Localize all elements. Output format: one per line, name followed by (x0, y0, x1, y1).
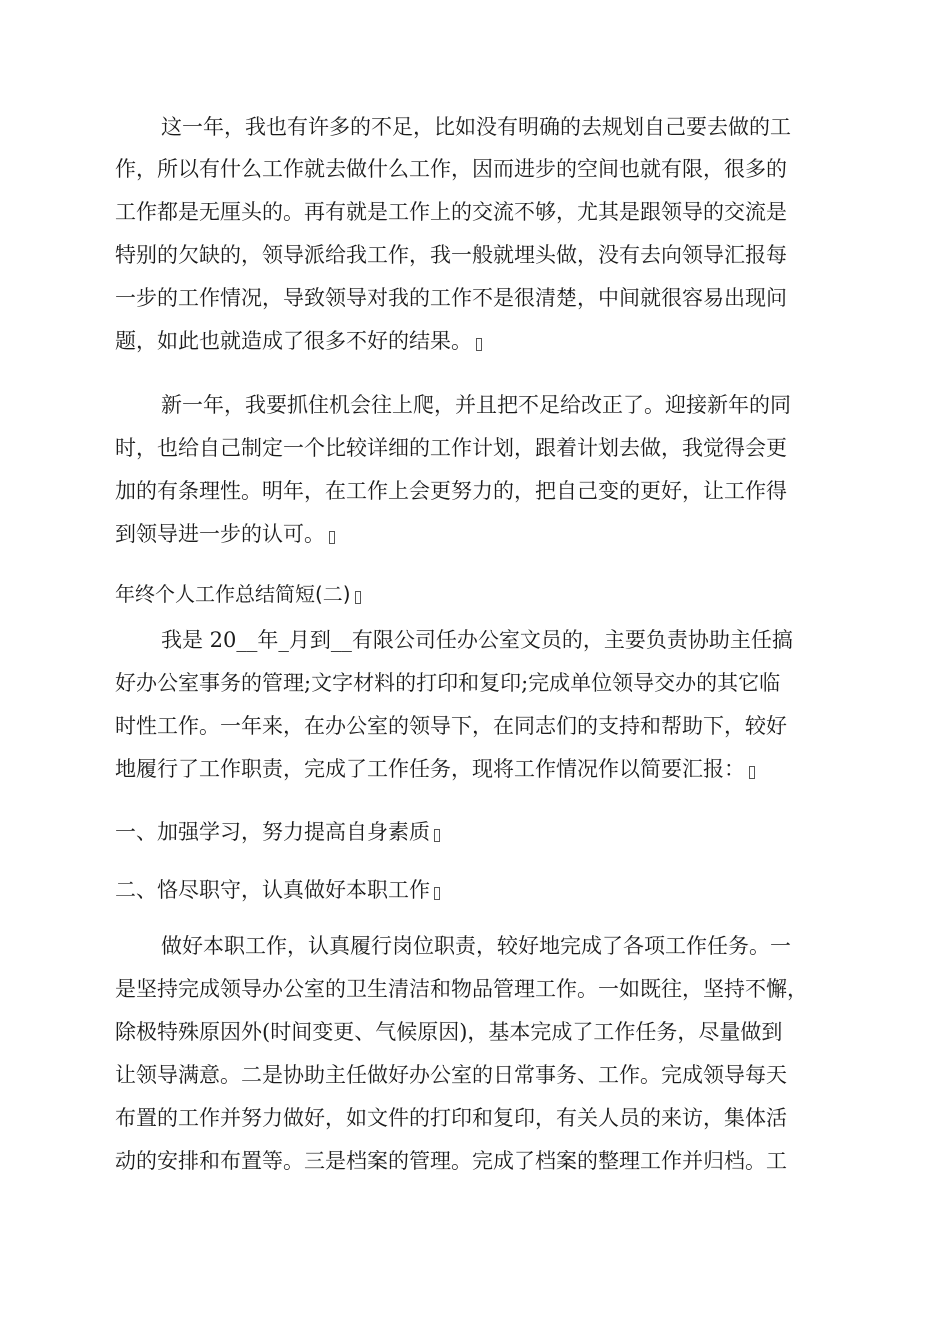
text-line (115, 759, 755, 780)
list-item-text: 一、加强学习，努力提高自身素质 (115, 820, 430, 844)
text-line: 时，也给自己制定一个比较详细的工作计划，跟着计划去做，我觉得会更 (115, 436, 787, 460)
text-line: 让领导满意。二是协助主任做好办公室的日常事务、工作。完成领导每天 (115, 1063, 787, 1087)
text-line: 作，所以有什么工作就去做什么工作，因而进步的空间也就有限，很多的 (115, 157, 787, 181)
list-item-text: 二、恪尽职守，认真做好本职工作 (115, 878, 430, 902)
text-line: 我是 20__年_月到__有限公司任办公室文员的，主要负责协助主任搞 (161, 628, 793, 652)
text-line: 新一年，我要抓住机会往上爬，并且把不足给改正了。迎接新年的同 (161, 393, 791, 417)
text-line: 动的安排和布置等。三是档案的管理。完成了档案的整理工作并归档。工 (115, 1149, 787, 1173)
text-line: 特别的欠缺的，领导派给我工作，我一般就埋头做，没有去向领导汇报每 (115, 243, 787, 267)
paragraph-mark-icon (476, 338, 482, 351)
list-item (115, 880, 440, 901)
section-heading-line (115, 584, 361, 604)
paragraph-mark-icon (434, 887, 440, 900)
text-line: 加的有条理性。明年，在工作上会更努力的，把自己变的更好，让工作得 (115, 479, 787, 503)
text-line: 好办公室事务的管理;文字材料的打印和复印;完成单位领导交办的其它临 (115, 671, 781, 695)
text-line-content: 地履行了工作职责，完成了工作任务，现将工作情况作以简要汇报： (115, 757, 745, 781)
text-line: 这一年，我也有许多的不足，比如没有明确的去规划自己要去做的工 (161, 115, 791, 139)
text-line: 是坚持完成领导办公室的卫生清洁和物品管理工作。一如既往，坚持不懈， (115, 977, 808, 1001)
text-line (115, 331, 482, 352)
text-line-content: 题，如此也就造成了很多不好的结果。 (115, 329, 472, 353)
text-line: 时性工作。一年来，在办公室的领导下，在同志们的支持和帮助下，较好 (115, 714, 787, 738)
text-line: 一步的工作情况，导致领导对我的工作不是很清楚，中间就很容易出现问 (115, 286, 787, 310)
text-line (115, 524, 335, 545)
text-line-content: 到领导进一步的认可。 (115, 522, 325, 546)
text-line: 布置的工作并努力做好，如文件的打印和复印，有关人员的来访，集体活 (115, 1106, 787, 1130)
paragraph-mark-icon (355, 591, 361, 604)
text-line: 除极特殊原因外(时间变更、气候原因)，基本完成了工作任务，尽量做到 (115, 1020, 783, 1044)
paragraph-mark-icon (434, 829, 440, 842)
list-item (115, 822, 440, 843)
text-line: 工作都是无厘头的。再有就是工作上的交流不够，尤其是跟领导的交流是 (115, 200, 787, 224)
section-heading-text: 年终个人工作总结简短(二) (115, 582, 351, 606)
text-line: 做好本职工作，认真履行岗位职责，较好地完成了各项工作任务。一 (161, 934, 791, 958)
paragraph-mark-icon (329, 531, 335, 544)
paragraph-mark-icon (749, 766, 755, 779)
